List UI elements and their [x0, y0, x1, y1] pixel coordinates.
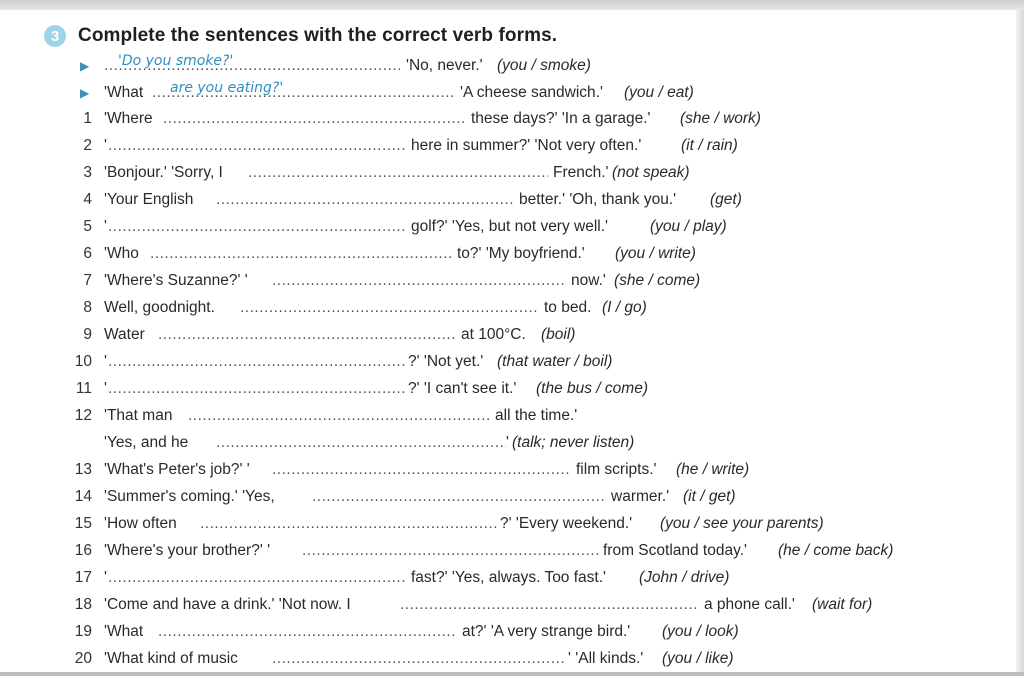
item-prompt: 'That man — [104, 407, 173, 424]
answer-blank[interactable] — [272, 268, 566, 294]
exercise-item — [0, 484, 1000, 510]
item-continuation: from Scotland today.' — [603, 542, 747, 559]
item-number: 14 — [74, 488, 92, 505]
page-right-edge — [1016, 10, 1024, 676]
page-bottom-edge — [0, 672, 1024, 676]
exercise-item — [0, 187, 1000, 213]
item-number: 18 — [74, 596, 92, 613]
example-row — [0, 80, 1000, 106]
item-prompt: 'What — [104, 623, 144, 640]
verb-cue: (wait for) — [812, 596, 873, 613]
answer-blank[interactable] — [188, 403, 490, 429]
answer-blank[interactable] — [200, 511, 498, 537]
answer-blank[interactable] — [108, 376, 406, 402]
verb-cue: (you / like) — [662, 650, 734, 667]
item-continuation: all the time.' — [495, 407, 578, 424]
item-continuation: ?' 'I can't see it.' — [408, 380, 517, 397]
item-continuation: fast?' 'Yes, always. Too fast.' — [411, 569, 606, 586]
verb-cue: (the bus / come) — [536, 380, 648, 397]
item-prompt: 'Where's your brother?' ' — [104, 542, 271, 559]
verb-cue: (it / rain) — [681, 137, 738, 154]
item-continuation: better.' 'Oh, thank you.' — [519, 191, 677, 208]
item-number: 10 — [74, 353, 92, 370]
item-number: 7 — [83, 272, 92, 289]
item-continuation: film scripts.' — [576, 461, 657, 478]
verb-cue: (you / look) — [662, 623, 739, 640]
item-continuation: these days?' 'In a garage.' — [471, 110, 651, 127]
item-prompt: 'What's Peter's job?' ' — [104, 461, 250, 478]
answer-blank[interactable] — [108, 565, 406, 591]
item-prompt: Water — [104, 326, 145, 343]
item-prompt: 'Who — [104, 245, 139, 262]
item-number: 19 — [74, 623, 92, 640]
example-arrow-icon: ▶ — [80, 59, 90, 73]
verb-cue: (John / drive) — [639, 569, 730, 586]
verb-cue: (he / write) — [676, 461, 750, 478]
exercise-item — [0, 322, 1000, 348]
verb-cue: (he / come back) — [778, 542, 894, 559]
item-number: 6 — [83, 245, 92, 262]
item-prompt: 'What kind of music — [104, 650, 238, 667]
answer-blank[interactable] — [272, 646, 566, 672]
item-continuation: at 100°C. — [461, 326, 526, 343]
exercise-item — [0, 106, 1000, 132]
exercise-item — [0, 160, 1000, 186]
item-prompt: 'Where's Suzanne?' ' — [104, 272, 248, 289]
answer-blank[interactable] — [108, 133, 406, 159]
exercise-heading — [44, 22, 557, 50]
item-number: 16 — [74, 542, 92, 559]
item-number: 15 — [74, 515, 92, 532]
item-number: 5 — [83, 218, 92, 235]
item-continuation: to?' 'My boyfriend.' — [457, 245, 585, 262]
item-number: 13 — [74, 461, 92, 478]
verb-cue: (you / eat) — [624, 84, 694, 101]
exercise-item — [0, 592, 1000, 618]
item-number: 8 — [83, 299, 92, 316]
verb-cue: (get) — [710, 191, 742, 208]
item-prompt: 'Your English — [104, 191, 194, 208]
item-number: 17 — [74, 569, 92, 586]
verb-cue: (you / write) — [615, 245, 696, 262]
answer-blank[interactable] — [158, 322, 456, 348]
exercise-item — [0, 295, 1000, 321]
exercise-item — [0, 646, 1000, 672]
exercise-item — [0, 538, 1000, 564]
handwritten-answer: are you eating?' — [170, 80, 284, 96]
item-number: 1 — [83, 110, 92, 127]
answer-blank[interactable] — [108, 349, 406, 375]
example-response: 'No, never.' — [406, 57, 483, 74]
verb-cue: (you / smoke) — [497, 57, 591, 74]
verb-cue: (boil) — [541, 326, 576, 343]
exercise-item — [0, 133, 1000, 159]
item-prompt: ' — [104, 380, 107, 397]
item-prompt: 'Summer's coming.' 'Yes, — [104, 488, 275, 505]
example-row — [0, 53, 1000, 79]
item-number: 20 — [74, 650, 92, 667]
item-continuation: French.' — [553, 164, 609, 181]
exercise-number-badge: 3 — [44, 25, 66, 47]
exercise-item — [0, 403, 1000, 429]
exercise-item — [0, 511, 1000, 537]
exercise-item — [0, 376, 1000, 402]
answer-blank[interactable] — [216, 430, 506, 456]
item-number: 4 — [83, 191, 92, 208]
answer-blank[interactable] — [248, 160, 548, 186]
answer-blank[interactable] — [163, 106, 466, 132]
item-continuation: at?' 'A very strange bird.' — [462, 623, 631, 640]
item-prompt: ' — [104, 569, 107, 586]
item-number: 12 — [74, 407, 92, 424]
answer-blank[interactable] — [302, 538, 598, 564]
exercise-item — [0, 241, 1000, 267]
exercise-item — [0, 349, 1000, 375]
example-prefix: 'What — [104, 84, 144, 101]
item-prompt: Well, goodnight. — [104, 299, 215, 316]
exercise-item — [0, 268, 1000, 294]
item-number: 3 — [83, 164, 92, 181]
handwritten-answer: 'Do you smoke?' — [118, 53, 234, 69]
item-prompt: ' — [104, 353, 107, 370]
item-number: 2 — [83, 137, 92, 154]
item-continuation: a phone call.' — [704, 596, 795, 613]
item-continuation: to bed. — [544, 299, 592, 316]
answer-blank[interactable] — [400, 592, 698, 618]
exercise-item — [0, 430, 1000, 456]
item-continuation: ' 'All kinds.' — [568, 650, 644, 667]
verb-cue: (you / play) — [650, 218, 727, 235]
exercise-title: Complete the sentences with the correct verb forms. — [78, 25, 558, 46]
item-number: 9 — [83, 326, 92, 343]
answer-blank[interactable] — [158, 619, 456, 645]
example-arrow-icon: ▶ — [80, 86, 90, 100]
item-continuation: here in summer?' 'Not very often.' — [411, 137, 642, 154]
exercise-item — [0, 214, 1000, 240]
example-response: 'A cheese sandwich.' — [460, 84, 603, 101]
item-continuation: golf?' 'Yes, but not very well.' — [411, 218, 608, 235]
verb-cue: (she / work) — [680, 110, 761, 127]
exercise-item — [0, 619, 1000, 645]
item-continuation: warmer.' — [611, 488, 670, 505]
item-continuation: ?' 'Every weekend.' — [500, 515, 633, 532]
item-prompt: 'How often — [104, 515, 177, 532]
item-prompt: ' — [104, 218, 107, 235]
answer-blank[interactable] — [272, 457, 570, 483]
item-prompt: ' — [104, 137, 107, 154]
item-number: 11 — [75, 380, 92, 397]
item-prompt: 'Where — [104, 110, 153, 127]
verb-cue: (talk; never listen) — [512, 434, 635, 451]
window-top-edge — [0, 0, 1024, 10]
item-prompt: 'Come and have a drink.' 'Not now. I — [104, 596, 351, 613]
exercise-item — [0, 565, 1000, 591]
item-continuation: ?' 'Not yet.' — [408, 353, 484, 370]
verb-cue: (not speak) — [612, 164, 690, 181]
answer-blank[interactable] — [312, 484, 606, 510]
item-continuation: now.' — [571, 272, 606, 289]
item-prompt: 'Yes, and he — [104, 434, 189, 451]
item-continuation: ' — [506, 434, 509, 451]
item-prompt: 'Bonjour.' 'Sorry, I — [104, 164, 223, 181]
verb-cue: (I / go) — [602, 299, 647, 316]
answer-blank[interactable] — [240, 295, 538, 321]
answer-blank[interactable] — [108, 214, 406, 240]
exercise-item — [0, 457, 1000, 483]
answer-blank[interactable] — [216, 187, 514, 213]
answer-blank[interactable] — [150, 241, 452, 267]
verb-cue: (that water / boil) — [497, 353, 613, 370]
verb-cue: (you / see your parents) — [660, 515, 824, 532]
verb-cue: (she / come) — [614, 272, 701, 289]
verb-cue: (it / get) — [683, 488, 736, 505]
